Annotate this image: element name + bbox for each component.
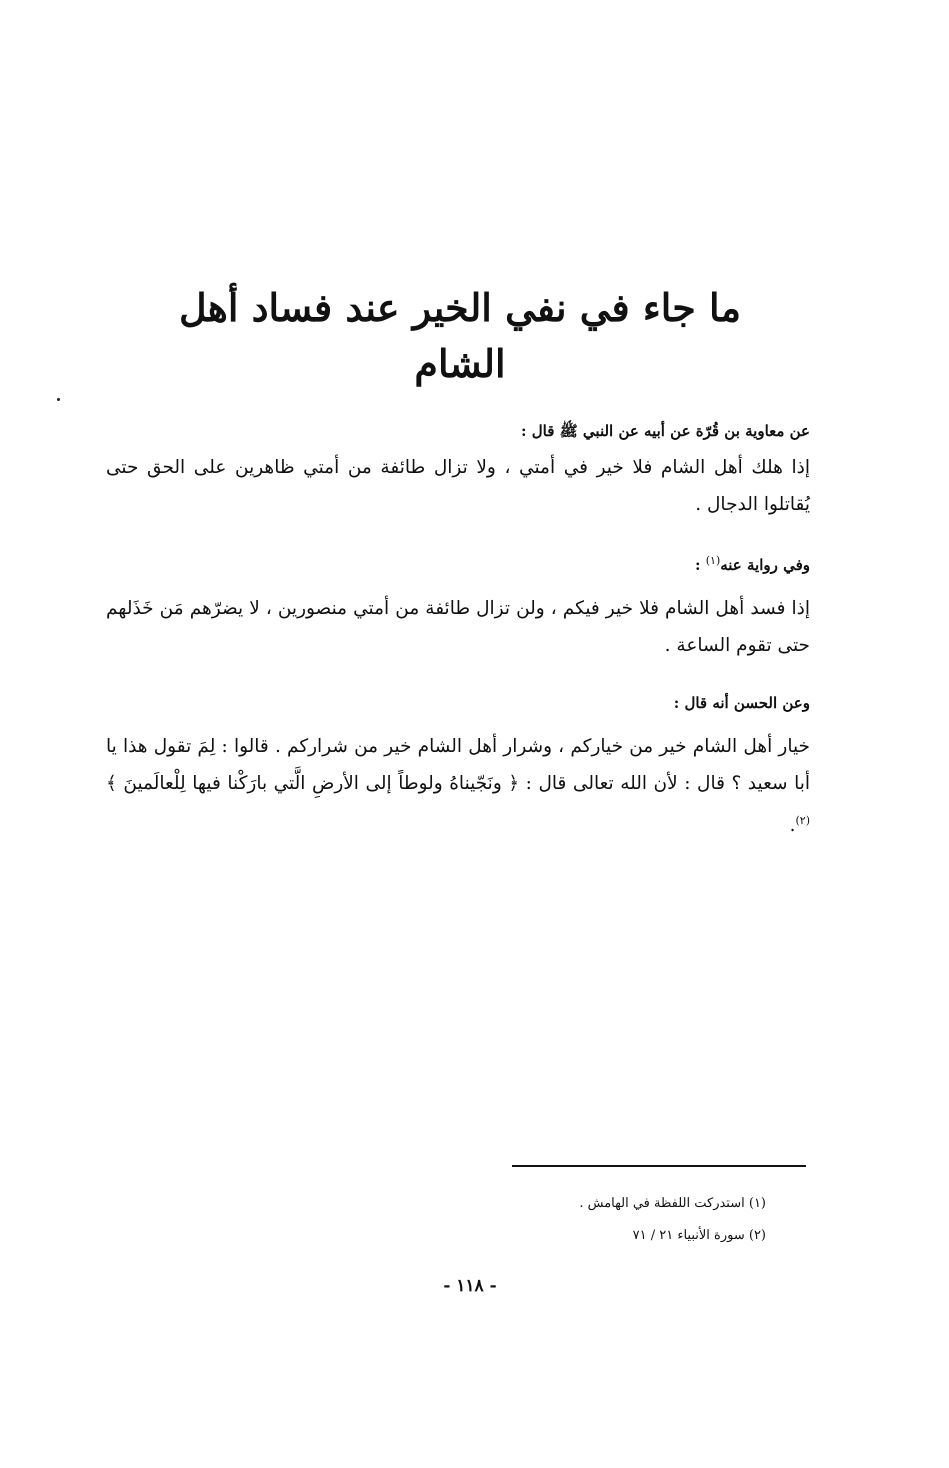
narration-intro-1 — [106, 418, 810, 444]
footnote-2: (٢) سورة الأنبياء ٢١ / ٧١ — [632, 1228, 766, 1243]
narration-intro-2 — [106, 548, 810, 578]
page-number: - ١١٨ - — [443, 1276, 497, 1296]
hadith-text-3-tail: . — [789, 815, 796, 837]
chapter-title: ما جاء في نفي الخير عند فساد أهل الشام — [179, 285, 741, 386]
hadith-text-3 — [106, 728, 810, 844]
footnote-divider — [512, 1165, 806, 1167]
hadith-text-2: إذا فسد أهل الشام فلا خير فيكم ، ولن تزال طائفة من أمتي منصورين ، لا يضرّهم مَن خَذَلهم حتى تقوم الساعة . — [106, 598, 810, 656]
hadith-text-3-body: خيار أهل الشام خير من خياركم ، وشرار أهل الشام خير من شراركم . قالوا : لِمَ تقول هذا يا أبا سعيد ؟ قال : لأن الله تعالى قال : ﴿ ونَجّيناهُ ولوطاً إلى الأرضِ الَّتي بارَكْنا فيها لِلْعالَمينَ ﴾ — [106, 736, 810, 794]
narration-intro-2-tail: : — [694, 556, 706, 574]
footnote-1: (١) استدركت اللفظة في الهامش . — [579, 1196, 766, 1211]
stray-mark — [57, 398, 60, 401]
narration-intro-2-text: وفي رواية عنه — [720, 556, 810, 574]
hadith-text-1: إذا هلك أهل الشام فلا خير في أمتي ، ولا تزال طائفة من أمتي ظاهرين على الحق حتى يُقاتلوا الدجال . — [106, 457, 810, 515]
footnote-ref-1: (١) — [705, 554, 721, 567]
footnote-ref-2: (٢) — [795, 814, 810, 827]
narration-intro-3 — [106, 690, 810, 716]
narration-intro-1-text: عن معاوية بن قُرّة عن أبيه عن النبي ﷺ قال : — [520, 422, 810, 440]
narration-intro-3-text: وعن الحسن أنه قال : — [673, 694, 810, 712]
footnotes — [420, 1188, 766, 1252]
